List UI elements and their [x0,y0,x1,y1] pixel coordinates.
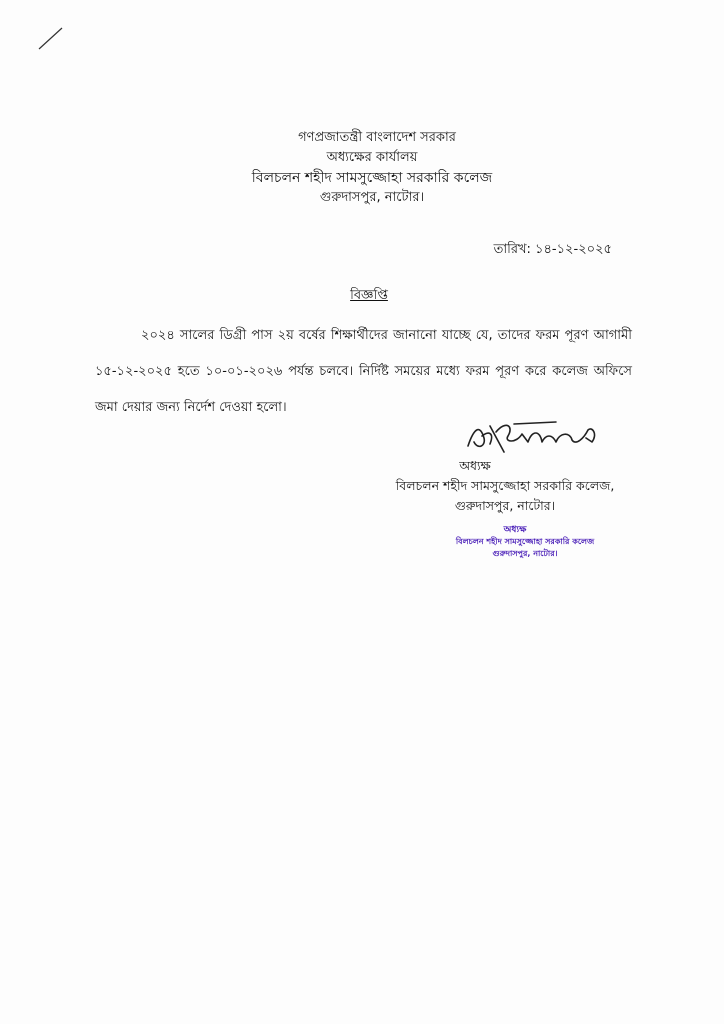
signature-block [360,456,650,516]
stamp-address: গুরুদাসপুর, নাটোর। [492,549,558,558]
signatory-college: বিলচলন শহীদ সামসুজ্জোহা সরকারি কলেজ, [395,478,615,493]
signatory-address: গুরুদাসপুর, নাটোর। [454,498,556,513]
notice-body [95,318,632,426]
header-college: বিলচলন শহীদ সামসুজ্জোহা সরকারি কলেজ [251,170,493,186]
notice-title: বিজ্ঞপ্তি [350,288,388,303]
pen-mark [36,26,66,52]
stamp-college: বিলচলন শহীদ সামসুজ্জোহা সরকারি কলেজ [455,537,595,546]
stamp-title: অধ্যক্ষ [503,525,527,535]
header-government: গণপ্রজাতন্ত্রী বাংলাদেশ সরকার [298,130,456,145]
notice-heading [0,286,724,307]
handwritten-signature [460,416,610,458]
header-office: অধ্যক্ষের কার্যালয় [326,150,418,165]
letterhead [0,128,724,208]
notice-date: তারিখ: ১৪-১২-২০২৫ [493,242,612,257]
signatory-title: অধ্যক্ষ [459,458,491,473]
official-seal-stamp [410,524,640,560]
header-address: গুরুদাসপুর, নাটোর। [319,190,425,205]
notice-body-text: ২০২৪ সালের ডিগ্রী পাস ২য় বর্ষের শিক্ষার্থীদের জানানো যাচ্ছে যে, তাদের ফরম পূরণ আগামী ১৫-১২-২০২৫ হতে ১০-০১-২০২৬ পর্যন্ত চলবে। নির্দিষ্ট সময়ের মধ্যে ফরম পূরণ করে কলেজ অফিসে জমা দেয়ার জন্য নির্দেশ দেওয়া হলো। [95,328,632,415]
